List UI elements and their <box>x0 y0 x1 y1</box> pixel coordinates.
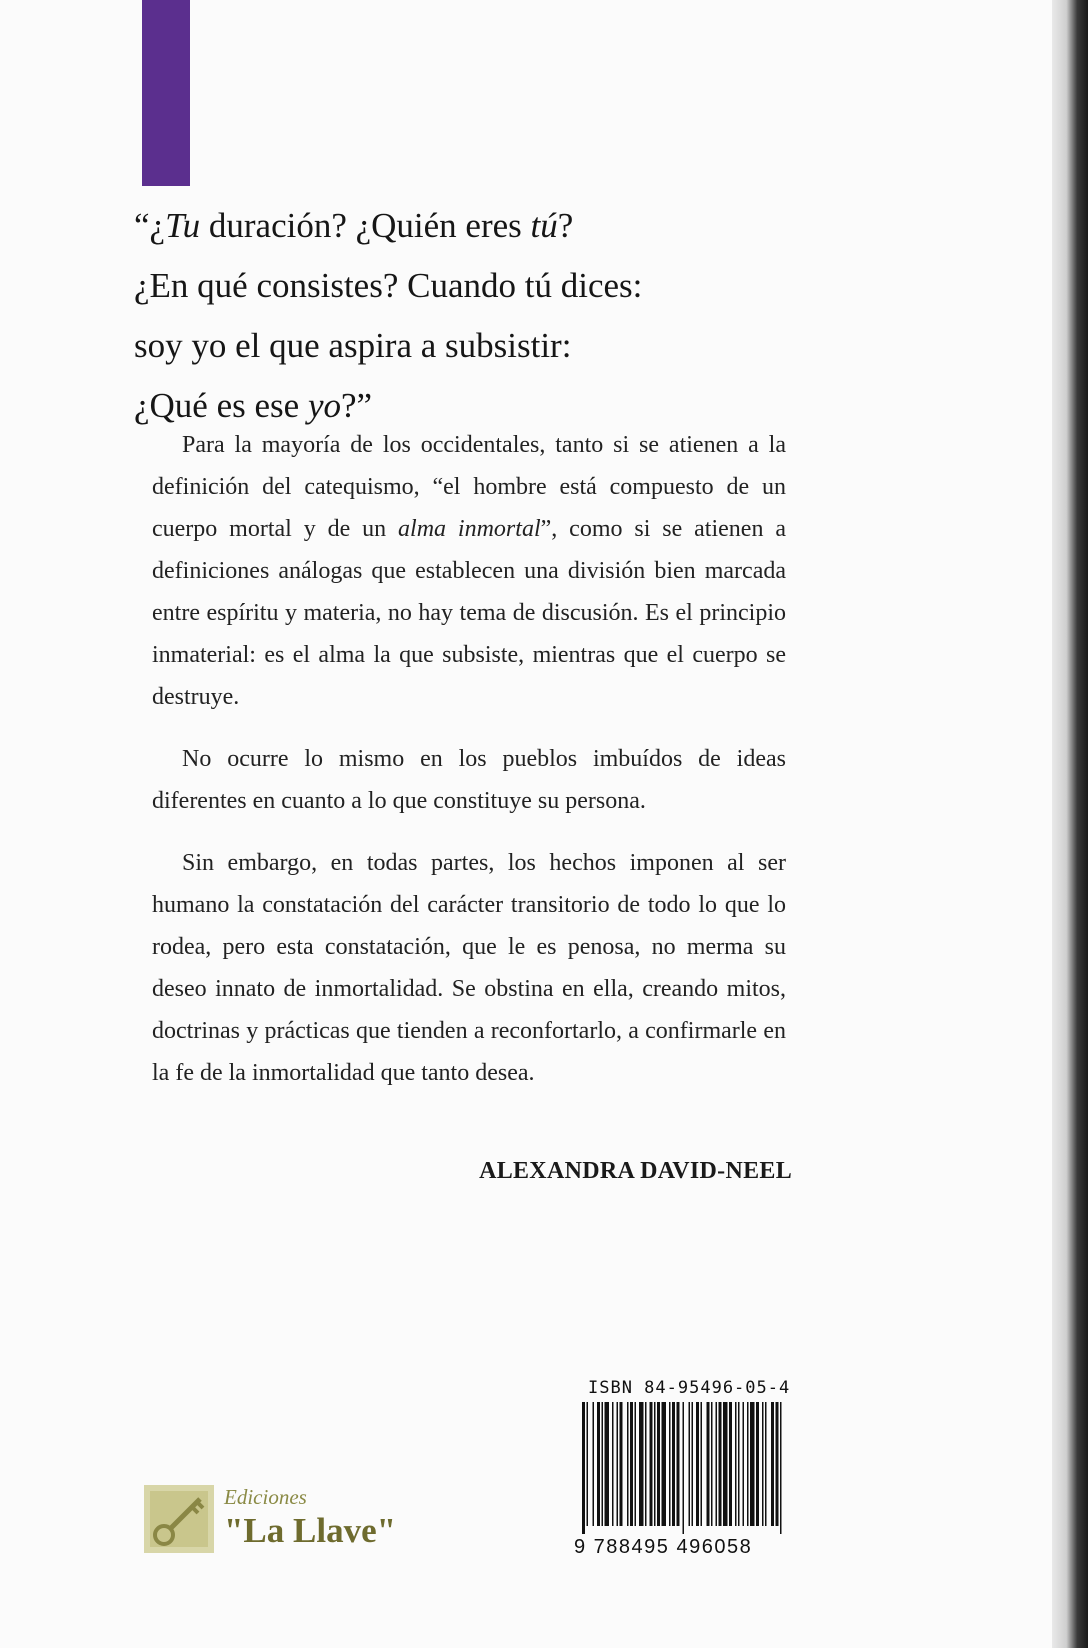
barcode-bar <box>645 1402 647 1526</box>
barcode-bar <box>719 1402 722 1526</box>
barcode-bar <box>657 1402 660 1526</box>
barcode-bar <box>677 1402 680 1526</box>
publisher-name: "La Llave" <box>224 1511 397 1550</box>
barcode-bar <box>716 1402 718 1526</box>
quote-line-2: ¿En qué consistes? Cuando tú dices: <box>134 266 643 305</box>
barcode-bar <box>771 1402 774 1526</box>
barcode-bar <box>723 1402 728 1526</box>
barcode-bar <box>605 1402 610 1526</box>
quote-line-1: “¿Tu duración? ¿Quién eres tú? <box>134 206 574 245</box>
barcode-bar <box>735 1402 737 1526</box>
barcode-bar <box>620 1402 623 1526</box>
barcode-bar <box>627 1402 629 1526</box>
barcode-bar <box>597 1402 600 1526</box>
barcode-bar <box>780 1402 782 1534</box>
barcode-bar <box>662 1402 667 1526</box>
barcode-bar <box>612 1402 614 1526</box>
key-icon <box>144 1485 214 1553</box>
barcode-bar <box>692 1402 694 1526</box>
barcode-bar <box>654 1402 656 1526</box>
barcode-bar <box>738 1402 740 1526</box>
barcode-bar <box>689 1402 691 1526</box>
barcode-bar <box>776 1402 779 1526</box>
barcode-bar <box>587 1402 589 1526</box>
barcode-bar <box>701 1402 703 1526</box>
barcode-bar <box>672 1402 675 1526</box>
paragraph-3: Sin embargo, en todas partes, los hechos imponen al ser humano la constatación del carácter transitorio de todo lo que lo rodea, pero esta constatación, que le es penosa, no merma su deseo innato de inmortalidad. Se obstina en ella, creando mitos, doctrinas y prácticas que tienden a reconfortarlo, a confirmarle en la fe de la inmortalidad que tanto desea. <box>152 850 786 1086</box>
barcode-bar <box>683 1402 685 1534</box>
publisher-prefix: Ediciones <box>224 1485 307 1509</box>
isbn-number: ISBN 84-95496-05-4 <box>588 1378 791 1398</box>
barcode-bar <box>696 1402 699 1526</box>
barcode-bar <box>729 1402 732 1526</box>
blurb-text <box>152 424 786 1114</box>
barcode-bar <box>711 1402 713 1526</box>
barcode-bars <box>580 1402 786 1534</box>
barcode-bar <box>756 1402 759 1526</box>
paragraph-2: No ocurre lo mismo en los pueblos imbuídos de ideas diferentes en cuanto a lo que constituye su persona. <box>152 746 786 814</box>
epigraph-quote <box>134 196 834 436</box>
barcode-bar <box>639 1402 644 1526</box>
paragraph-1: Para la mayoría de los occidentales, tanto si se atienen a la definición del catequismo, “el hombre está compuesto de un cuerpo mortal y de un alma inmortal”, como si se atienen a definiciones análogas que establecen una división bien marcada entre espíritu y materia, no hay tema de discusión. Es el principio inmaterial: es el alma la que subsiste, mientras que el cuerpo se destruye. <box>152 432 786 710</box>
quote-line-4: ¿Qué es ese yo?” <box>134 386 373 425</box>
barcode-bar <box>630 1402 633 1526</box>
barcode-bar <box>582 1402 585 1534</box>
barcode-bar <box>750 1402 755 1526</box>
barcode-bar <box>762 1402 764 1526</box>
barcode-bar <box>650 1402 653 1526</box>
barcode-bar <box>765 1402 767 1526</box>
ean-number: 9 788495 496058 <box>574 1536 753 1558</box>
barcode-bar <box>602 1402 604 1526</box>
barcode-bar <box>707 1402 710 1526</box>
barcode-bar <box>669 1402 671 1526</box>
quote-line-3: soy yo el que aspira a subsistir: <box>134 326 572 365</box>
author-name: ALEXANDRA DAVID-NEEL <box>479 1158 792 1184</box>
barcode-bar <box>593 1402 595 1526</box>
barcode-bar <box>635 1402 637 1526</box>
barcode-bar <box>743 1402 745 1526</box>
barcode-bar <box>747 1402 749 1526</box>
cover-edge-shadow <box>1052 0 1088 1648</box>
accent-bar <box>142 0 190 186</box>
barcode-bar <box>617 1402 619 1526</box>
isbn-barcode <box>574 1378 792 1562</box>
publisher-logo <box>144 1485 464 1555</box>
